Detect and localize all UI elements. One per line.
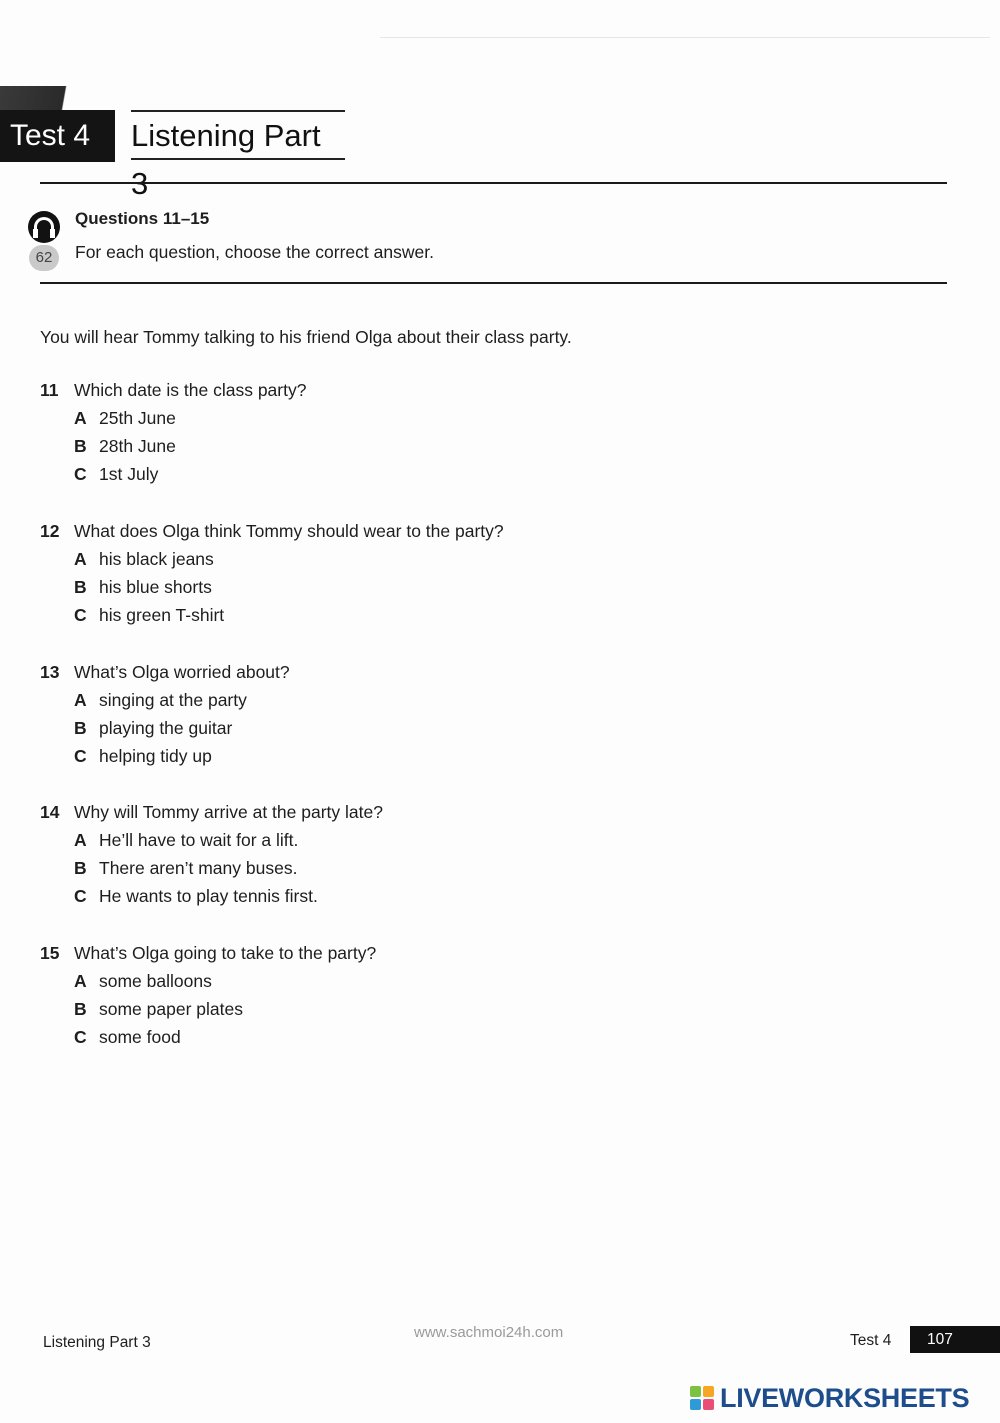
option-text: 1st July <box>99 464 159 484</box>
option-b[interactable] <box>40 573 840 601</box>
page-number: 107 <box>910 1326 1000 1353</box>
option-text: some food <box>99 1027 181 1047</box>
liveworksheets-logo-icon <box>690 1386 716 1411</box>
option-text: 25th June <box>99 408 176 428</box>
option-letter: C <box>74 886 87 906</box>
question-range: Questions 11–15 <box>75 209 210 228</box>
watermark-text: LIVEWORKSHEETS <box>720 1383 970 1413</box>
question-13 <box>40 658 840 770</box>
option-letter: A <box>74 408 87 428</box>
divider-bottom <box>40 282 947 284</box>
option-a[interactable] <box>40 404 840 432</box>
question-text: Which date is the class party? <box>74 380 307 400</box>
intro-text: You will hear Tommy talking to his friend Olga about their class party. <box>40 327 572 347</box>
option-text: playing the guitar <box>99 718 233 738</box>
option-b[interactable] <box>40 714 840 742</box>
option-letter: B <box>74 999 87 1019</box>
question-number: 13 <box>40 662 60 682</box>
option-text: He wants to play tennis first. <box>99 886 318 906</box>
divider-top <box>40 182 947 184</box>
question-number: 15 <box>40 943 60 963</box>
option-letter: C <box>74 746 87 766</box>
option-text: There aren’t many buses. <box>99 858 298 878</box>
question-number: 12 <box>40 521 60 541</box>
option-c[interactable] <box>40 601 840 629</box>
option-a[interactable] <box>40 826 840 854</box>
option-a[interactable] <box>40 545 840 573</box>
option-text: He’ll have to wait for a lift. <box>99 830 299 850</box>
option-letter: B <box>74 858 87 878</box>
option-text: 28th June <box>99 436 176 456</box>
footer-section-label: Listening Part 3 <box>43 1334 151 1351</box>
question-14 <box>40 798 840 910</box>
option-letter: A <box>74 830 87 850</box>
test-label: Test 4 <box>0 110 115 162</box>
option-b[interactable] <box>40 995 840 1023</box>
option-text: helping tidy up <box>99 746 212 766</box>
question-number: 14 <box>40 802 60 822</box>
option-letter: B <box>74 718 87 738</box>
option-c[interactable] <box>40 460 840 488</box>
option-c[interactable] <box>40 882 840 910</box>
option-letter: C <box>74 1027 87 1047</box>
scan-streak <box>380 37 990 38</box>
option-a[interactable] <box>40 686 840 714</box>
option-c[interactable] <box>40 1023 840 1051</box>
option-letter: B <box>74 577 87 597</box>
question-15 <box>40 939 840 1051</box>
option-letter: B <box>74 436 87 456</box>
headphones-icon <box>28 211 60 243</box>
question-number: 11 <box>40 380 59 400</box>
option-b[interactable] <box>40 432 840 460</box>
option-letter: A <box>74 971 87 991</box>
question-text: What’s Olga worried about? <box>74 662 290 682</box>
question-12 <box>40 517 840 629</box>
option-text: some balloons <box>99 971 212 991</box>
track-number: 62 <box>29 245 59 271</box>
option-letter: C <box>74 464 87 484</box>
header-decoration <box>0 86 115 110</box>
option-text: his green T-shirt <box>99 605 225 625</box>
option-letter: C <box>74 605 87 625</box>
footer-test-label: Test 4 <box>850 1332 892 1349</box>
question-11 <box>40 376 840 488</box>
footer-url: www.sachmoi24h.com <box>414 1324 564 1341</box>
question-text: Why will Tommy arrive at the party late? <box>74 802 383 822</box>
question-text: What’s Olga going to take to the party? <box>74 943 377 963</box>
page-title: Listening Part <box>131 110 345 160</box>
option-a[interactable] <box>40 967 840 995</box>
option-letter: A <box>74 549 87 569</box>
instruction-text: For each question, choose the correct answer. <box>75 242 434 262</box>
option-text: his black jeans <box>99 549 214 569</box>
option-text: his blue shorts <box>99 577 212 597</box>
option-letter: A <box>74 690 87 710</box>
option-c[interactable] <box>40 742 840 770</box>
option-text: singing at the party <box>99 690 247 710</box>
option-b[interactable] <box>40 854 840 882</box>
audio-track-badge <box>28 211 62 271</box>
question-text: What does Olga think Tommy should wear to the party? <box>74 521 504 541</box>
option-text: some paper plates <box>99 999 243 1019</box>
